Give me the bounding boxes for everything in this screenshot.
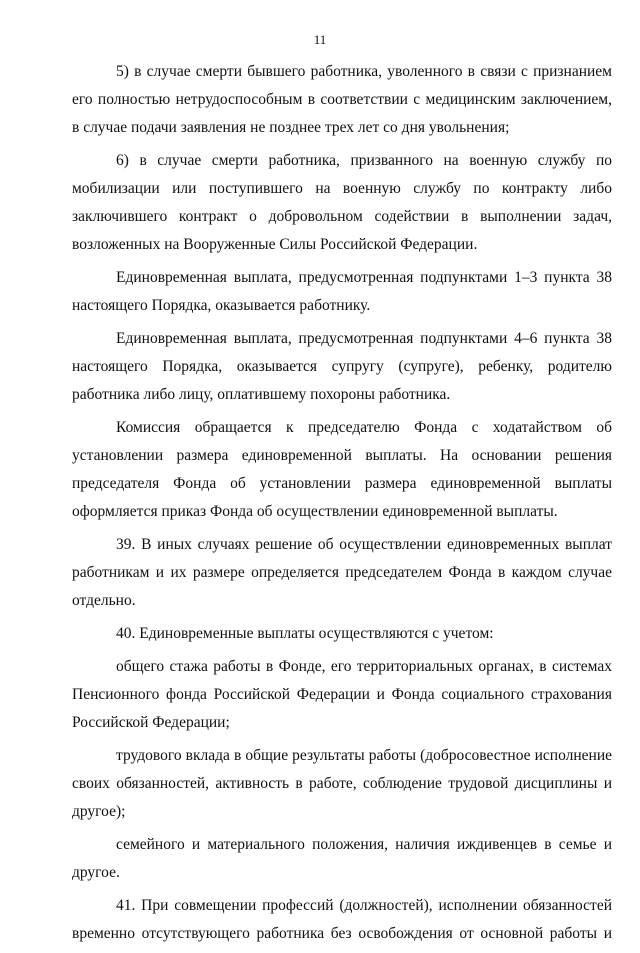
paragraph-item-40: 40. Единовременные выплаты осуществляются с учетом: bbox=[116, 625, 494, 642]
paragraph-item-41: 41. При совмещении профессий (должностей), исполнении обязанностей временно отсутствующего работника без освобождения от основной работы и bbox=[72, 897, 612, 942]
document-body bbox=[72, 58, 612, 953]
paragraph-commission-petition: Комиссия обращается к председателю Фонда с ходатайством об установлении размера единовременной выплаты. На основании решения председателя Фонда об установлении размера единовременной выплаты оформляется приказ Фонда об осуществлении единовременной выплаты. bbox=[72, 419, 612, 520]
paragraph-labor-contribution: трудового вклада в общие результаты работы (добросовестное исполнение своих обязанностей, активность в работе, соблюдение трудовой дисциплины и другое); bbox=[72, 747, 612, 820]
paragraph-family-situation: семейного и материального положения, наличия иждивенцев в семье и другое. bbox=[72, 836, 612, 881]
page-number: 11 bbox=[313, 32, 327, 47]
paragraph-item-39: 39. В иных случаях решение об осуществлении единовременных выплат работникам и их размере определяется председателем Фонда в каждом случае отдельно. bbox=[72, 536, 612, 609]
paragraph-payment-to-employee: Единовременная выплата, предусмотренная подпунктами 1–3 пункта 38 настоящего Порядка, оказывается работнику. bbox=[72, 269, 612, 314]
paragraph-payment-to-relatives: Единовременная выплата, предусмотренная подпунктами 4–6 пункта 38 настоящего Порядка, оказывается супругу (супруге), ребенку, родителю работника либо лицу, оплатившему похороны работника. bbox=[72, 330, 612, 403]
paragraph-subitem-6: 6) в случае смерти работника, призванного на военную службу по мобилизации или поступившего на военную службу по контракту либо заключившего контракт о добровольном содействии в выполнении задач, возложенных на Вооруженные Силы Российской Федерации. bbox=[72, 152, 612, 253]
paragraph-subitem-5: 5) в случае смерти бывшего работника, уволенного в связи с признанием его полностью нетрудоспособным в соответствии с медицинским заключением, в случае подачи заявления не позднее трех лет со дня увольнения; bbox=[72, 63, 612, 136]
paragraph-work-experience: общего стажа работы в Фонде, его территориальных органах, в системах Пенсионного фонда Российской Федерации и Фонда социального страхования Российской Федерации; bbox=[72, 658, 612, 731]
